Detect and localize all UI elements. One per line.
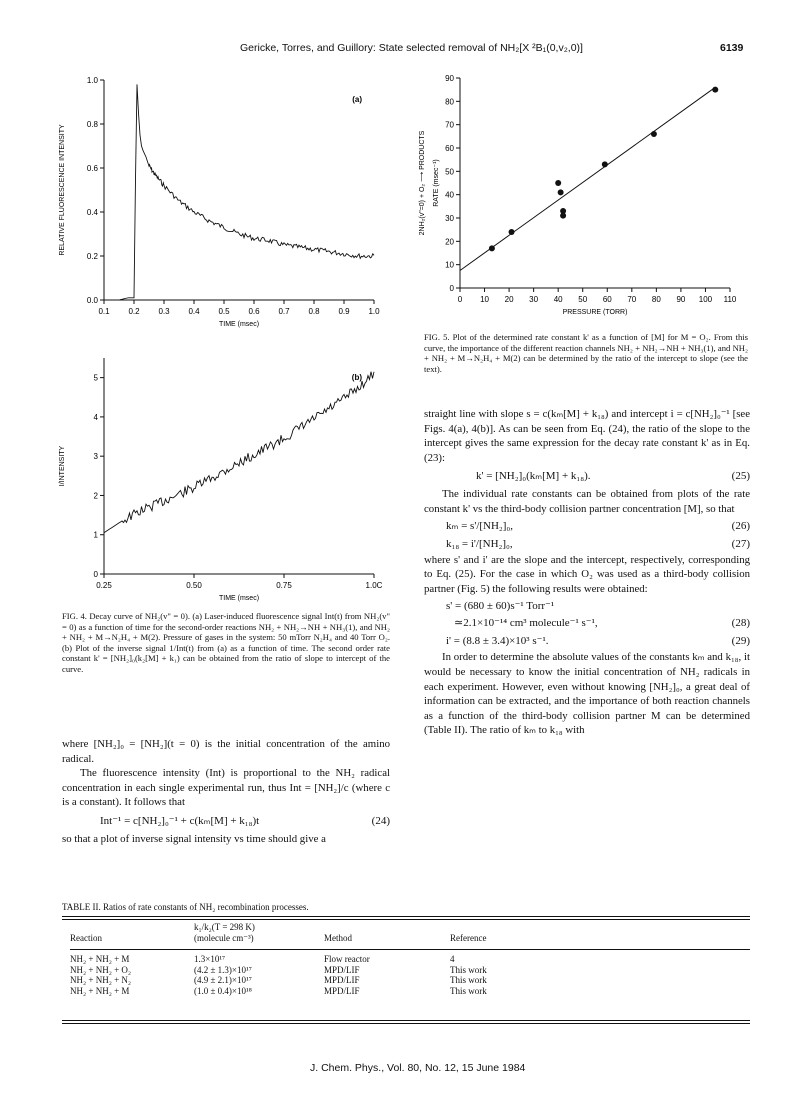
y-tick-label: 0.2 xyxy=(86,252,98,261)
equation-29-number: (29) xyxy=(731,635,750,648)
equation-24 xyxy=(62,812,390,832)
y-tick-label: 5 xyxy=(93,373,98,383)
x-tick-label: 0.4 xyxy=(188,307,200,316)
x-axis-label: TIME (msec) xyxy=(218,321,260,328)
equation-28b xyxy=(424,614,750,632)
x-tick-label: 1.0C xyxy=(365,581,383,590)
equation-26-number: (26) xyxy=(731,519,750,532)
equation-27-text: k₁₈ = i'/[NH₂]₀, xyxy=(446,537,513,550)
x-tick-label: 0.9 xyxy=(338,307,350,316)
table-cell: MPD/LIF xyxy=(324,985,360,996)
x-axis-label: TIME (msec) xyxy=(218,595,260,602)
table2-header-row xyxy=(70,922,750,933)
x-tick-label: 0.25 xyxy=(96,581,112,590)
equation-24-number: (24) xyxy=(371,814,390,827)
y-axis-label: I/INTENSITY xyxy=(59,445,66,487)
y-tick-label: 3 xyxy=(93,452,98,462)
table2-header-cell: Reference xyxy=(450,932,487,943)
fit-line xyxy=(460,87,715,270)
equation-27 xyxy=(424,535,750,553)
data-point xyxy=(509,229,515,235)
y-axis-label: RELATIVE FLUORESCENCE INTENSITY xyxy=(59,124,66,256)
y-tick-label: 1 xyxy=(93,530,98,540)
table-row xyxy=(70,986,750,997)
equation-25-text: k' = [NH₂]₀(kₘ[M] + k₁₈). xyxy=(476,470,591,483)
table-cell: 1.3×10¹⁷ xyxy=(194,954,226,964)
fig4-caption: FIG. 4. Decay curve of NH₂(v" = 0). (a) Laser-induced fluorescence signal Int(t) from NH₂(v" = 0) as a function of time for the second-order reactions NH₂ + NH₂→NH + NH₃(1), and NH₂ + NH₂ + M→N₂H₄ + M(2). Pressure of gases in the system: 50 mTorr N₂H₄ and 40 Torr O₂. (b) Plot of the inverse signal 1/Int(t) from (a) as a function of time. The second order rate constant k' = [NH₂]₀(k₂[M] + k₁) can be obtained from the ratio of slope to intercept of the curve. xyxy=(62,611,390,674)
x-tick-label: 0.3 xyxy=(158,307,170,316)
table-cell: (4.9 ± 2.1)×10¹⁷ xyxy=(194,975,252,985)
equation-27-number: (27) xyxy=(731,537,750,550)
right-para-2: The individual rate constants can be obtained from plots of the rate constant k' vs the third-body collision partner concentration [M], so that xyxy=(424,488,750,515)
x-tick-label: 90 xyxy=(676,295,686,304)
table2-bottom-rule xyxy=(62,1020,750,1024)
table2-top-rule xyxy=(62,916,750,920)
table-cell: This work xyxy=(450,964,487,975)
x-tick-label: 0.8 xyxy=(308,307,320,316)
y-tick-label: 1.0 xyxy=(86,76,98,85)
table-cell: MPD/LIF xyxy=(324,964,360,975)
x-tick-label: 0.50 xyxy=(186,581,202,590)
table-cell: This work xyxy=(450,975,487,985)
right-para-1: straight line with slope s = c(kₘ[M] + k₁₈) and intercept i = c[NH₂]₀⁻¹ [see Figs. 4(a), 4(b)]. As can be seen from Eq. (24), the ratio of the slope to the intercept gives the same expression for the decay rate constant k' as in Eq. (23): xyxy=(424,408,750,464)
left-para-2: The fluorescence intensity (Int) is proportional to the NH₂ radical concentration in each single experimental run, thus Int = [NH₂]/c (where c is a constant). It follows that xyxy=(62,767,390,809)
data-point xyxy=(560,213,566,219)
equation-26-text: kₘ = s'/[NH₂]₀, xyxy=(446,519,514,532)
equation-26 xyxy=(424,517,750,535)
y-tick-label: 0.0 xyxy=(86,296,98,305)
data-point xyxy=(558,189,564,195)
table2-header-cell xyxy=(450,922,750,933)
y-tick-label: 30 xyxy=(445,214,454,223)
x-tick-label: 20 xyxy=(504,295,514,304)
x-axis-label: PRESSURE (TORR) xyxy=(562,309,628,316)
table-row xyxy=(70,975,750,986)
equation-29 xyxy=(424,632,750,650)
equation-25-number: (25) xyxy=(731,470,750,483)
x-tick-label: 0.6 xyxy=(248,307,260,316)
right-para-3: where s' and i' are the slope and the intercept, respectively, corresponding to Eq. (25). For the case in which O₂ was used as a third-body collision partner (Fig. 5) the following results were obtained: xyxy=(424,553,750,595)
fig5-caption: FIG. 5. Plot of the determined rate constant k' as a function of [M] for M = O₂. From this curve, the importance of the different reaction channels NH₂ + NH₂→NH + NH₃(1), and NH₂ + NH₂ + M→N₂H₄ + M(2) can be determined by the ratio of the intercept to slope (see the text). xyxy=(424,332,748,374)
table-cell: Flow reactor xyxy=(324,954,370,964)
table2-header-cell: Reaction xyxy=(70,932,102,943)
y-tick-label: 80 xyxy=(445,97,454,107)
x-tick-label: 0.2 xyxy=(128,307,140,316)
x-tick-label: 40 xyxy=(553,295,563,304)
y-axis-label: RATE (msec⁻¹) xyxy=(433,159,440,207)
series-line xyxy=(104,372,374,533)
equation-28b-text: ≃2.1×10⁻¹⁴ cm³ molecule⁻¹ s⁻¹, xyxy=(454,617,598,630)
x-tick-label: 80 xyxy=(651,295,661,304)
equation-28a xyxy=(424,596,750,614)
table2-header-cell: Method xyxy=(324,932,352,943)
table-cell: This work xyxy=(450,985,487,996)
y-tick-label: 20 xyxy=(445,237,454,247)
right-column xyxy=(424,407,750,738)
table-row xyxy=(70,954,750,965)
running-header: Gericke, Torres, and Guillory: State selected removal of NH₂[X ²B₁(0,v₂,0)] xyxy=(240,42,583,54)
x-tick-label: 110 xyxy=(723,295,737,304)
data-point xyxy=(489,245,495,251)
equation-24-text: Int⁻¹ = c[NH₂]₀⁻¹ + c(kₘ[M] + k₁₈)t xyxy=(100,814,260,827)
equation-28a-text: s' = (680 ± 60)s⁻¹ Torr⁻¹ xyxy=(446,600,555,613)
y-tick-label: 0 xyxy=(93,570,98,579)
equation-28-number: (28) xyxy=(731,617,750,630)
y-tick-label: 0.8 xyxy=(86,120,98,129)
table2-header-cell: (molecule cm⁻³) xyxy=(194,932,254,943)
x-tick-label: 0 xyxy=(457,295,463,304)
y-tick-label: 70 xyxy=(445,120,454,130)
left-column xyxy=(62,737,390,847)
fig4b-chart xyxy=(60,340,390,610)
page-number: 6139 xyxy=(720,42,744,54)
x-tick-label: 0.5 xyxy=(218,307,230,316)
table2-header-cell: k₁/k₂(T = 298 K) xyxy=(194,922,255,932)
x-tick-label: 0.1 xyxy=(98,307,110,316)
y-tick-label: 0.6 xyxy=(86,164,98,173)
x-tick-label: 0.7 xyxy=(278,307,290,316)
y-tick-label: 90 xyxy=(445,74,454,83)
fig4a-chart xyxy=(60,70,390,340)
table2 xyxy=(70,922,750,996)
table2-header-row xyxy=(70,933,750,944)
table-cell: NH₂ + NH₂ + O₂ xyxy=(70,964,132,975)
data-point xyxy=(555,180,561,186)
panel-label: (b) xyxy=(351,373,362,382)
y-tick-label: 40 xyxy=(445,190,454,200)
table-cell: MPD/LIF xyxy=(324,975,360,985)
table-cell: NH₂ + NH₂ + M xyxy=(70,985,130,996)
journal-footer: J. Chem. Phys., Vol. 80, No. 12, 15 June 1984 xyxy=(310,1062,526,1074)
fig5-chart xyxy=(410,70,740,330)
equation-25 xyxy=(424,465,750,487)
left-para-3: so that a plot of inverse signal intensity vs time should give a xyxy=(62,832,326,845)
right-para-4: In order to determine the absolute values of the constants kₘ and k₁₈, it would be necessary to know the initial concentration of NH₂ radicals in each experiment. However, even without knowing [NH₂]₀, a great deal of information can be extracted, and the importance of both reaction channels as a function of the third-body collision partner M can be determined (Table II). The ratio of kₘ to k₁₈ with xyxy=(424,651,750,737)
table-cell: NH₂ + NH₂ + N₂ xyxy=(70,975,132,985)
series-line xyxy=(104,84,374,300)
y-tick-label: 4 xyxy=(93,412,98,422)
left-para-1: where [NH₂]₀ = [NH₂](t = 0) is the initial concentration of the amino radical. xyxy=(62,738,390,765)
table2-header-cell xyxy=(70,922,194,933)
table-cell: 4 xyxy=(450,954,455,964)
x-tick-label: 70 xyxy=(627,295,637,304)
data-point xyxy=(602,161,608,167)
y-tick-label: 0.4 xyxy=(86,208,98,217)
x-tick-label: 50 xyxy=(578,295,588,304)
y-tick-label: 50 xyxy=(445,167,454,177)
table-cell: (1.0 ± 0.4)×10¹⁸ xyxy=(194,985,252,996)
table-cell: NH₂ + NH₂ + M xyxy=(70,954,130,964)
y-tick-label: 60 xyxy=(445,144,454,153)
x-tick-label: 0.75 xyxy=(276,581,292,590)
x-tick-label: 60 xyxy=(602,295,612,304)
y-tick-label: 0 xyxy=(449,284,454,293)
data-point xyxy=(712,87,718,93)
panel-label: (a) xyxy=(352,95,362,104)
x-tick-label: 10 xyxy=(480,295,489,304)
table-cell: (4.2 ± 1.3)×10¹⁷ xyxy=(194,964,252,975)
data-point xyxy=(651,131,657,137)
equation-29-text: i' = (8.8 ± 3.4)×10³ s⁻¹. xyxy=(446,635,549,648)
x-tick-label: 30 xyxy=(529,295,539,304)
x-tick-label: 1.0 xyxy=(368,307,380,316)
y-tick-label: 10 xyxy=(445,260,454,270)
table2-caption: TABLE II. Ratios of rate constants of NH₂ recombination processes. xyxy=(62,902,309,912)
table2-header-cell xyxy=(324,922,450,933)
x-tick-label: 100 xyxy=(698,295,713,304)
y-axis-label-2: 2NH₂(v"=0) + O₂ ⟶ PRODUCTS xyxy=(419,130,426,236)
y-tick-label: 2 xyxy=(93,491,98,501)
table-row xyxy=(70,965,750,976)
